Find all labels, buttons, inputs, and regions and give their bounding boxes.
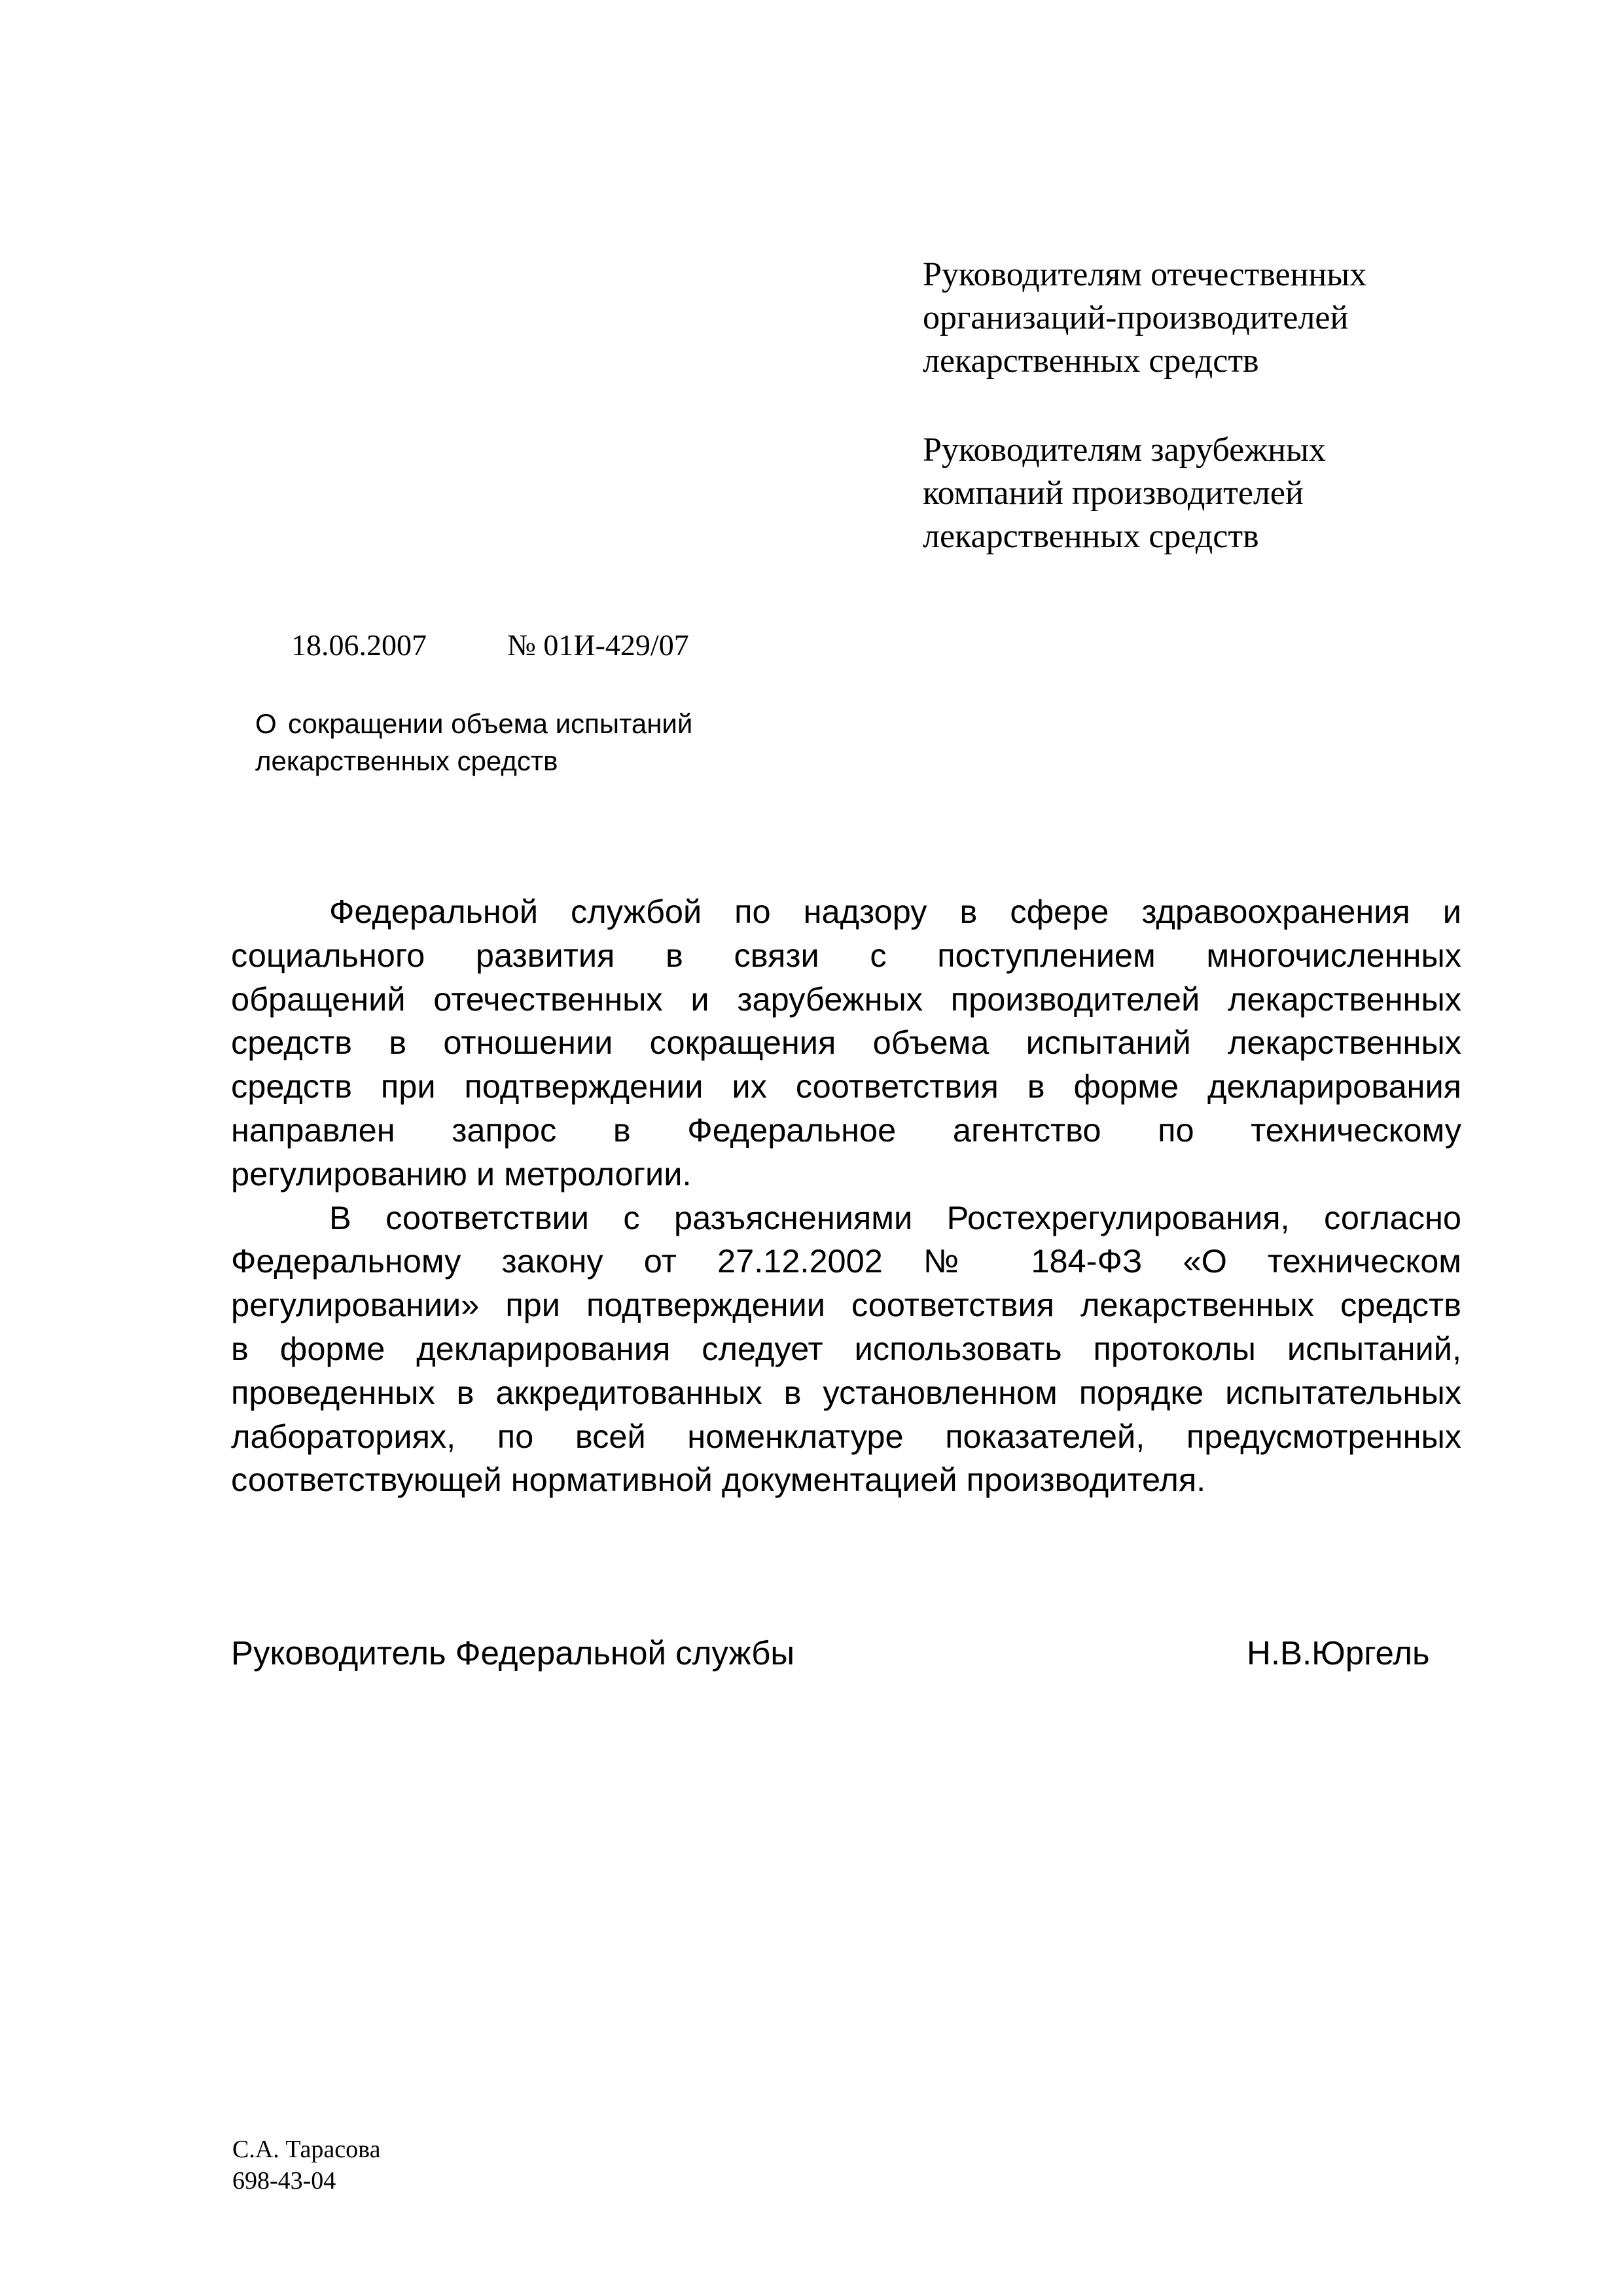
signatory-title: Руководитель Федеральной службы bbox=[231, 1634, 794, 1672]
addressee-line: лекарственных средств bbox=[923, 342, 1259, 380]
addressee-line: Руководителям зарубежных bbox=[923, 431, 1326, 469]
signatory-name: Н.В.Юргель bbox=[1247, 1634, 1430, 1672]
body-line: проведенных в аккредитованных в установленном порядке испытательных bbox=[231, 1373, 1461, 1411]
body-line: средств при подтверждении их соответствия в форме декларирования bbox=[231, 1067, 1461, 1105]
addressee-block-foreign bbox=[923, 429, 1512, 558]
body-line: направлен запрос в Федеральное агентство по техническому bbox=[231, 1111, 1461, 1149]
body-line: регулировании» при подтверждении соответствия лекарственных средств bbox=[231, 1286, 1461, 1324]
addressee-line: организаций-производителей bbox=[923, 299, 1349, 336]
executor-name: С.А. Тарасова bbox=[232, 2136, 381, 2163]
body-line: обращений отечественных и зарубежных производителей лекарственных bbox=[231, 980, 1461, 1018]
subject-marker: О bbox=[255, 708, 277, 739]
addressee-line: Руководителям отечественных bbox=[923, 256, 1367, 293]
body-line: средств в отношении сокращения объема испытаний лекарственных bbox=[231, 1024, 1461, 1062]
paragraph-2 bbox=[231, 1196, 1461, 1503]
subject-line-1 bbox=[255, 705, 844, 742]
addressee-block-domestic bbox=[923, 253, 1512, 383]
letter-body bbox=[231, 890, 1461, 1502]
addressee-line: компаний производителей bbox=[923, 475, 1304, 512]
subject-line-2: лекарственных средств bbox=[255, 745, 558, 776]
document-subject bbox=[255, 705, 844, 780]
body-line: Федеральному закону от 27.12.2002 № 184-ФЗ «О техническом bbox=[231, 1242, 1461, 1280]
paragraph-1 bbox=[231, 890, 1461, 1196]
addressee-line: лекарственных средств bbox=[923, 518, 1259, 555]
body-line: лабораториях, по всей номенклатуре показателей, предусмотренных bbox=[231, 1417, 1461, 1455]
executor-phone: 698-43-04 bbox=[232, 2167, 336, 2195]
subject-text-1: сокращении объема испытаний bbox=[288, 708, 693, 739]
body-line: социального развития в связи с поступлением многочисленных bbox=[231, 936, 1461, 974]
body-line: Федеральной службой по надзору в сфере здравоохранения и bbox=[329, 893, 1461, 930]
document-number: № 01И-429/07 bbox=[507, 628, 689, 662]
document-date: 18.06.2007 bbox=[291, 628, 427, 662]
executor-info bbox=[232, 2134, 380, 2197]
body-line: регулированию и метрологии. bbox=[231, 1155, 692, 1193]
body-line: в форме декларирования следует использовать протоколы испытаний, bbox=[231, 1329, 1461, 1367]
body-line: В соответствии с разъяснениями Ростехрегулирования, согласно bbox=[329, 1198, 1461, 1236]
body-line: соответствующей нормативной документацией производителя. bbox=[231, 1461, 1206, 1499]
